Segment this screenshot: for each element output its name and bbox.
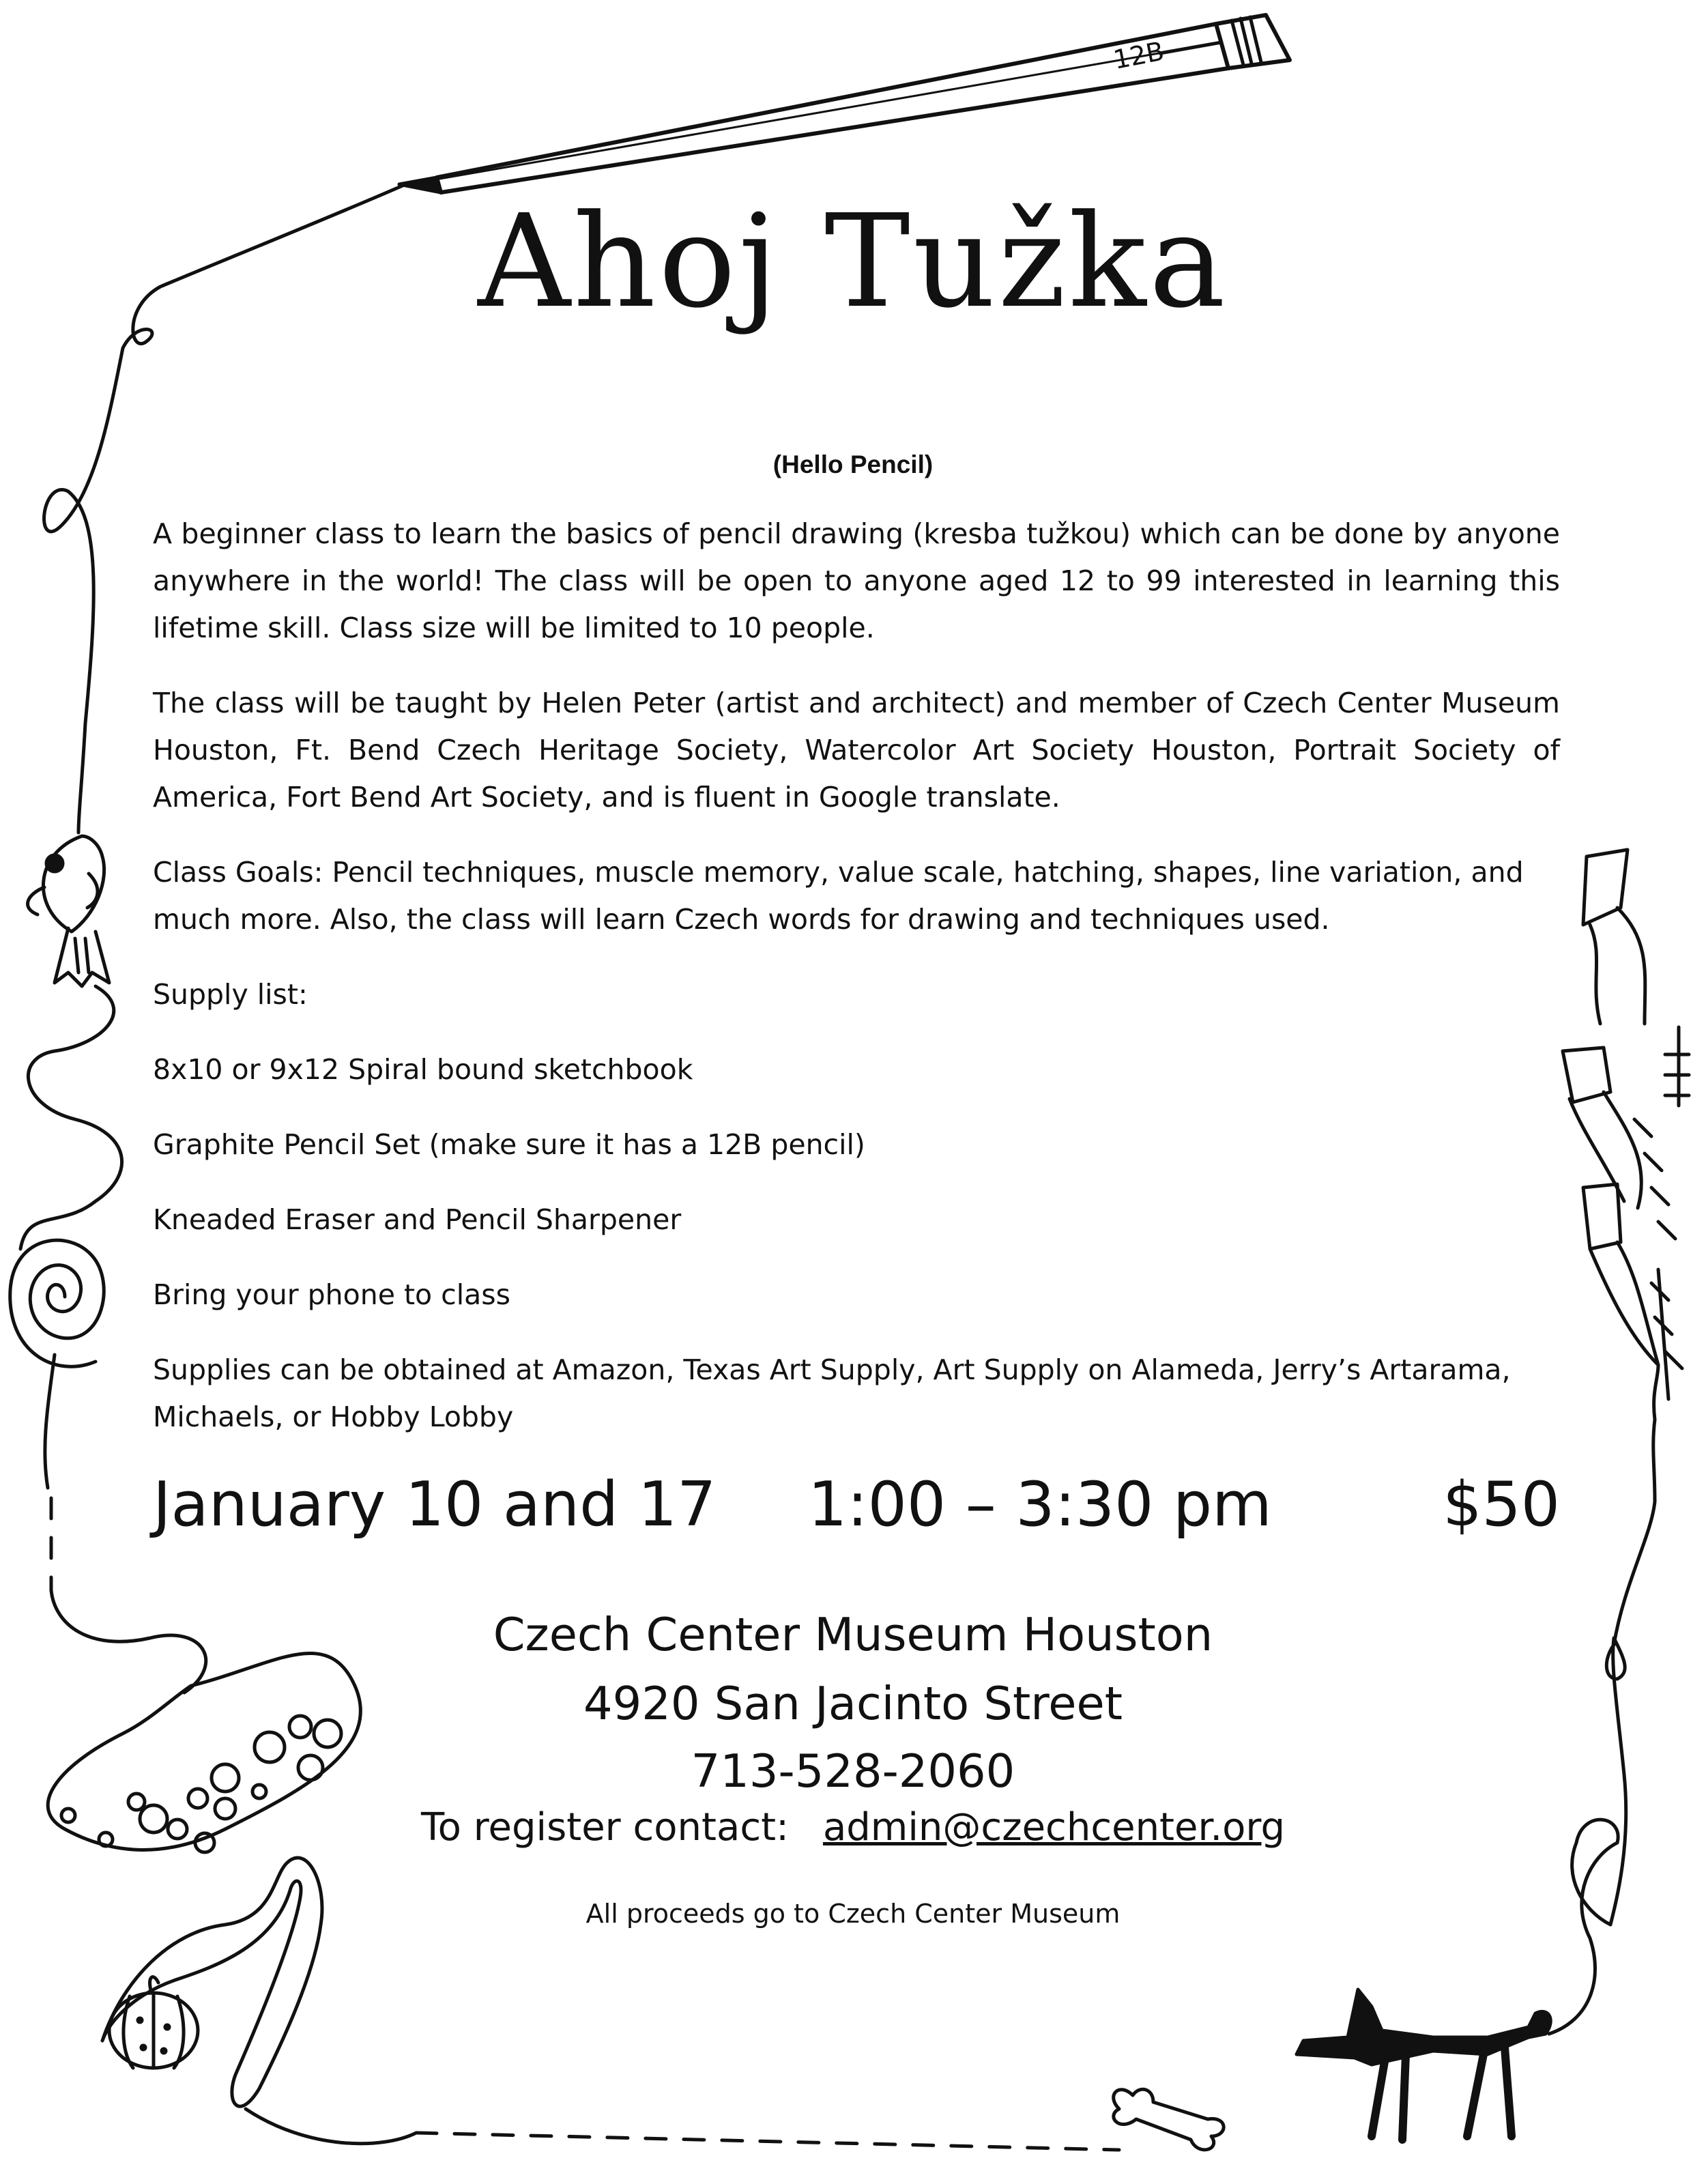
location-name: Czech Center Museum Houston bbox=[493, 1608, 1213, 1661]
register-line bbox=[0, 1805, 1706, 1850]
spiral-drawing bbox=[10, 1240, 104, 1488]
dashed-trail-bottom bbox=[416, 2133, 1119, 2150]
supply-item: Graphite Pencil Set (make sure it has a 12B pencil) bbox=[153, 1128, 865, 1161]
dog-drawing bbox=[1297, 1989, 1550, 2140]
page-title: Ahoj Tužka bbox=[478, 187, 1228, 336]
supply-item: Kneaded Eraser and Pencil Sharpener bbox=[153, 1203, 682, 1236]
long-loop-drawing bbox=[102, 1858, 322, 2106]
supply-item: Bring your phone to class bbox=[153, 1278, 510, 1311]
left-squiggle bbox=[20, 986, 122, 1249]
pencil-drawing bbox=[399, 15, 1290, 192]
event-dates: January 10 and 17 bbox=[153, 1469, 717, 1540]
kite-ribbon-drawing bbox=[1563, 850, 1689, 1399]
page-subtitle: (Hello Pencil) bbox=[772, 450, 934, 478]
proceeds-note: All proceeds go to Czech Center Museum bbox=[585, 1899, 1121, 1929]
fish-drawing bbox=[28, 836, 109, 986]
supply-list-heading: Supply list: bbox=[153, 978, 308, 1011]
event-price: $50 bbox=[1443, 1469, 1560, 1540]
goals-paragraph: Class Goals: Pencil techniques, muscle memory, value scale, hatching, shapes, line variation, and much more. Also, the class will learn Czech words for drawing and techniques used. bbox=[153, 856, 1524, 936]
class-description bbox=[153, 511, 1560, 1469]
pencil-label: 12B bbox=[1110, 35, 1167, 75]
supply-item: 8x10 or 9x12 Spiral bound sketchbook bbox=[153, 1053, 693, 1086]
location-phone: 713-528-2060 bbox=[691, 1744, 1015, 1798]
intro-paragraph: A beginner class to learn the basics of pencil drawing (kresba tužkou) which can be done by anyone anywhere in the world! The class will be open to anyone aged 12 to 99 interested in learning this lifetime skill. Class size will be limited to 10 people. bbox=[153, 517, 1560, 644]
bone-drawing bbox=[1114, 2089, 1224, 2150]
event-time: 1:00 – 3:30 pm bbox=[808, 1469, 1272, 1540]
location-address: 4920 San Jacinto Street bbox=[583, 1677, 1123, 1730]
teacher-paragraph: The class will be taught by Helen Peter (artist and architect) and member of Czech Center Museum Houston, Ft. Bend Czech Heritage Society, Watercolor Art Society Houston, Portrait Society of America, Fort Bend Art Society, and is fluent in Google translate. bbox=[153, 687, 1560, 814]
supply-sources: Supplies can be obtained at Amazon, Texas Art Supply, Art Supply on Alameda, Jerry’s Artarama, Michaels, or Hobby Lobby bbox=[153, 1353, 1511, 1433]
register-label: To register contact: bbox=[420, 1805, 789, 1850]
register-email-link[interactable]: admin@czechcenter.org bbox=[822, 1805, 1285, 1850]
